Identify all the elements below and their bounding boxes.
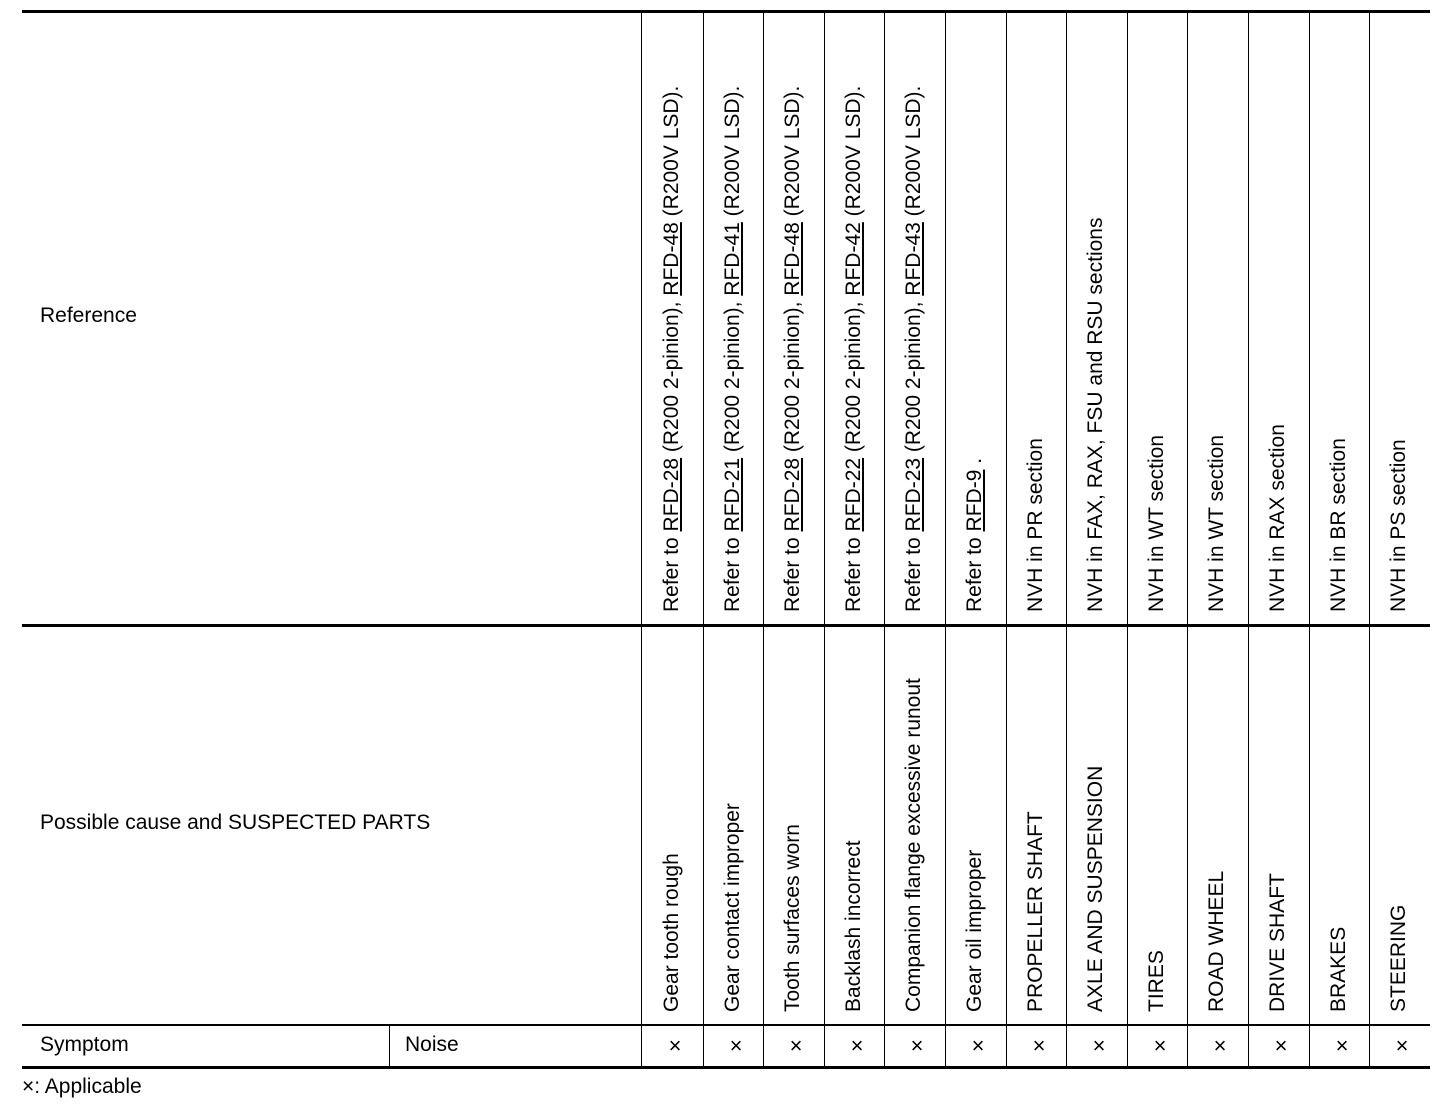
column-divider [1309,11,1310,1067]
reference-text: (R200V LSD). [902,85,925,223]
reference-link[interactable]: RFD-48 [660,222,683,296]
reference-link[interactable]: RFD-48 [781,222,804,296]
cause-cell-text: DRIVE SHAFT [1266,873,1289,1012]
reference-text: Refer to [842,531,865,612]
column-divider [763,11,764,1067]
footnote-legend: ×: Applicable [22,1075,142,1098]
reference-link[interactable]: RFD-9 [963,469,986,532]
column-divider [703,11,704,1067]
reference-text: NVH in WT section [1205,435,1228,612]
cause-cell-text: TIRES [1145,950,1168,1012]
applicable-mark: × [971,1033,985,1058]
reference-text: (R200 2-pinion), [842,295,865,458]
column-divider [1066,11,1067,1067]
reference-link[interactable]: RFD-28 [660,457,683,532]
column-divider [824,11,825,1067]
cause-cell-text: PROPELLER SHAFT [1024,811,1047,1012]
reference-link[interactable]: RFD-23 [902,457,925,532]
reference-text: Refer to [902,531,925,612]
reference-text: (R200V LSD). [842,85,865,223]
cause-cell-text: Backlash incorrect [842,840,865,1012]
applicable-mark: × [668,1033,682,1058]
reference-text: (R200 2-pinion), [902,295,925,458]
applicable-mark: × [1274,1033,1288,1058]
reference-cell-text [781,86,805,612]
reference-text: (R200V LSD). [781,85,804,223]
applicable-mark: × [910,1033,924,1058]
reference-text: Refer to [963,531,986,612]
reference-text: (R200 2-pinion), [721,295,744,458]
reference-cell-text [721,86,745,612]
applicable-mark: × [729,1033,743,1058]
cause-cell-text: Gear tooth rough [660,853,683,1012]
reference-link[interactable]: RFD-42 [842,222,865,296]
reference-link[interactable]: RFD-28 [781,457,804,532]
reference-label: Referencе [40,304,137,327]
cause-cell-text: AXLE AND SUSPENSION [1084,765,1107,1012]
reference-link[interactable]: RFD-43 [902,222,925,296]
cause-cell-text: Gear contact improper [721,803,744,1012]
reference-text: . [963,457,986,470]
reference-text: Refer to [781,531,804,612]
applicable-mark: × [1153,1033,1167,1058]
reference-text: Refer to [660,531,683,612]
column-divider [1187,11,1188,1067]
column-divider [1248,11,1249,1067]
column-divider [945,11,946,1067]
noise-label: Noise [405,1033,459,1056]
cause-cell-text: Tooth surfaces worn [781,824,804,1012]
cause-cell-text: ROAD WHEEL [1205,870,1228,1012]
table-bottom-border [22,1066,1430,1069]
cause-cell-text: STEERING [1387,904,1410,1012]
label-column-divider [641,11,642,1067]
reference-cell-text [963,458,987,612]
column-divider [1127,11,1128,1067]
reference-cell-text [1387,439,1411,612]
symptom-noise-divider [389,1025,390,1067]
column-divider [884,11,885,1067]
reference-cell-text [1024,438,1048,612]
reference-cell-text [1205,435,1229,612]
reference-cell-text [1084,218,1108,612]
reference-text: (R200 2-pinion), [660,295,683,458]
applicable-mark: × [850,1033,864,1058]
reference-text: (R200V LSD). [660,85,683,223]
reference-link[interactable]: RFD-22 [842,457,865,532]
reference-text: NVH in WT section [1145,435,1168,612]
cause-cell-text: Companion flange excessive runout [902,678,925,1012]
reference-text: NVH in RAX section [1266,424,1289,612]
reference-link[interactable]: RFD-21 [721,457,744,532]
applicable-mark: × [1395,1033,1409,1058]
table-top-border [22,10,1430,13]
reference-cell-text [1327,438,1351,612]
column-divider [1369,11,1370,1067]
symptom-label: Symptom [40,1033,129,1056]
reference-row-divider [22,624,1430,627]
reference-text: NVH in PS section [1387,439,1410,612]
reference-text: (R200 2-pinion), [781,295,804,458]
column-divider [1006,11,1007,1067]
reference-text: NVH in PR section [1024,438,1047,612]
reference-text: NVH in FAX, RAX, FSU and RSU sections [1084,217,1107,612]
reference-text: NVH in BR section [1327,438,1350,612]
cause-cell-text: BRAKES [1327,926,1350,1012]
applicable-mark: × [789,1033,803,1058]
reference-cell-text [842,86,866,612]
reference-link[interactable]: RFD-41 [721,222,744,296]
reference-cell-text [902,86,926,612]
reference-text: (R200V LSD). [721,85,744,223]
applicable-mark: × [1032,1033,1046,1058]
applicable-mark: × [1335,1033,1349,1058]
cause-cell-text: Gear oil improper [963,849,986,1012]
reference-cell-text [660,86,684,612]
applicable-mark: × [1092,1033,1106,1058]
reference-cell-text [1266,424,1290,612]
applicable-mark: × [1213,1033,1227,1058]
possible-cause-label: Possible cause and SUSPECTED PARTS [40,811,431,834]
reference-text: Refer to [721,531,744,612]
reference-cell-text [1145,435,1169,612]
